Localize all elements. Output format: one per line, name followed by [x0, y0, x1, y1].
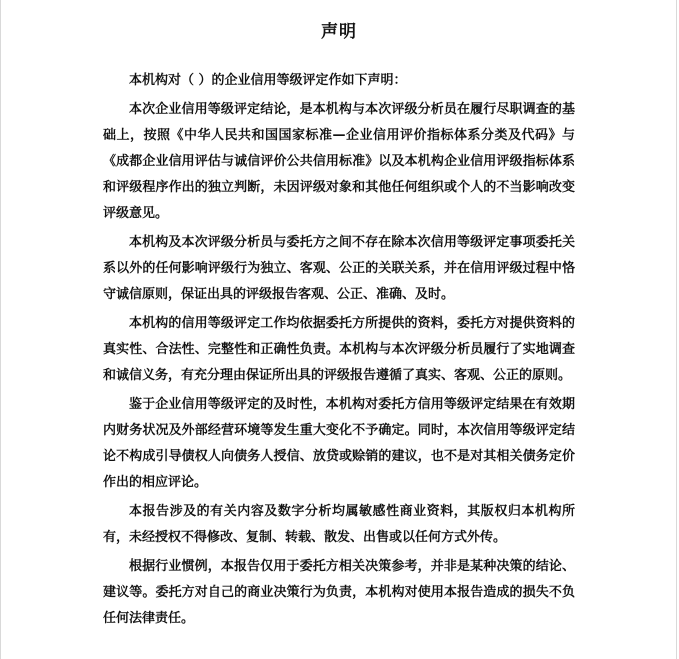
- paragraph-materials: 本机构的信用等级评定工作均依据委托方所提供的资料，委托方对提供资料的真实性、合法性、完整性和正确性负责。本机构与本次评级分析员履行了实地调查和诚信义务，有充分理由保证所出具的评级报告遵循了真实、客观、公正的原则。: [103, 316, 575, 383]
- intro-paragraph: 本机构对（ ）的企业信用等级评定作如下声明：: [129, 73, 407, 88]
- paragraph-copyright: 本报告涉及的有关内容及数字分析均属敏感性商业资料，其版权归本机构所有，未经授权不得修改、复制、转载、散发、出售或以任何方式外传。: [103, 504, 575, 545]
- document-title: 声明: [321, 22, 357, 42]
- paragraph-independence: 本机构及本次评级分析员与委托方之间不存在除本次信用等级评定事项委托关系以外的任何影响评级行为独立、客观、公正的关联关系，并在信用评级过程中恪守诚信原则，保证出具的评级报告客观、公正、准确、及时。: [103, 235, 575, 302]
- paragraph-liability: 根据行业惯例，本报告仅用于委托方相关决策参考，并非是某种决策的结论、建议等。委托方对自己的商业决策行为负责，本机构对使用本报告造成的损失不负任何法律责任。: [103, 559, 575, 626]
- paragraph-timeliness: 鉴于企业信用等级评定的及时性，本机构对委托方信用等级评定结果在有效期内财务状况及外部经营环境等发生重大变化不予确定。同时，本次信用等级评定结论不构成引导债权人向债务人授信、放贷或赊销的建议，也不是对其相关债务定价作出的相应评论。: [103, 397, 575, 490]
- declaration-document: [103, 20, 575, 632]
- paragraph-conclusion: 本次企业信用等级评定结论，是本机构与本次评级分析员在履行尽职调查的基础上，按照《中华人民共和国国家标准—企业信用评价指标体系分类及代码》与《成都企业信用评估与诚信评价公共信用标准》以及本机构企业信用评级指标体系和评级程序作出的独立判断，未因评级对象和其他任何组织或个人的不当影响改变评级意见。: [103, 102, 575, 221]
